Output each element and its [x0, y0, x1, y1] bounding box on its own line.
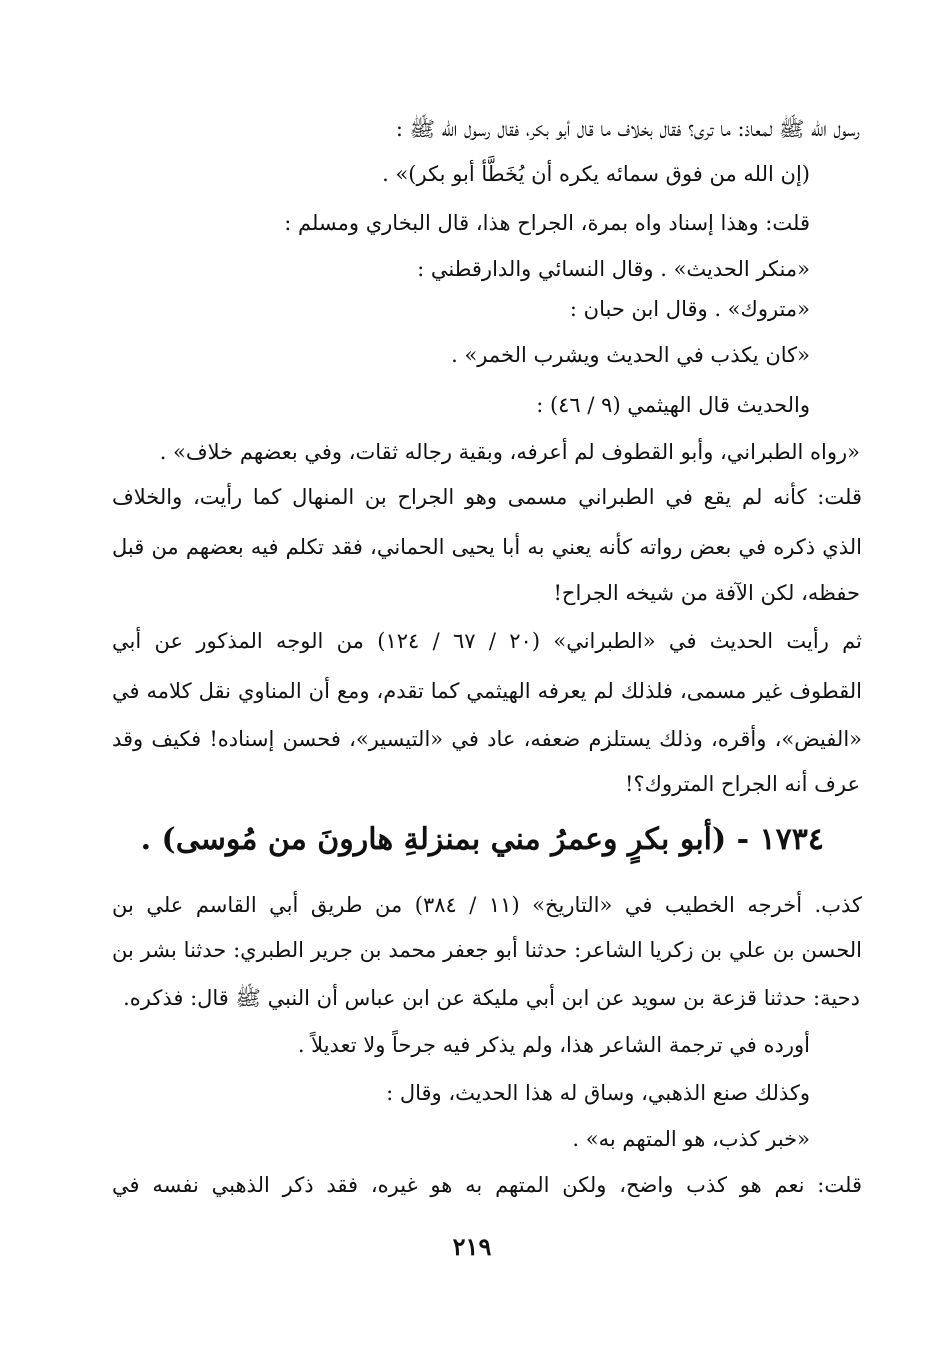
text-line: قلت: نعم هو كذب واضح، ولكن المتهم به هو غيره، فقد ذكر الذهبي نفسه في — [112, 1173, 862, 1197]
text-line: عرف أنه الجراح المتروك؟! — [625, 772, 860, 796]
text-line: «متروك» . وقال ابن حبان : — [569, 297, 810, 321]
text-line: «خبر كذب، هو المتهم به» . — [572, 1127, 810, 1151]
page-number: ٢١٩ — [452, 1232, 492, 1261]
text-line: أورده في ترجمة الشاعر هذا، ولم يذكر فيه جرحاً ولا تعديلاً . — [297, 1033, 810, 1057]
text-line: ثم رأيت الحديث في «الطبراني» (٢٠ / ٦٧ / ١٢٤) من الوجه المذكور عن أبي — [112, 629, 862, 653]
text-line: رسول الله ﷺ لمعاذ: ما ترى؟ فقال بخلاف ما قال أبو بكر، فقال رسول الله ﷺ : — [395, 117, 860, 141]
text-line: «منكر الحديث» . وقال النسائي والدارقطني : — [417, 257, 810, 281]
text-line: الذي ذكره في بعض رواته كأنه يعني به أبا يحيى الحماني، فقد تكلم فيه بعضهم من قبل — [112, 535, 862, 559]
text-line: والحديث قال الهيثمي (٩ / ٤٦) : — [536, 393, 810, 417]
text-line: الحسن بن علي بن زكريا الشاعر: حدثنا أبو جعفر محمد بن جرير الطبري: حدثنا بشر بن — [112, 938, 862, 962]
text-line: «كان يكذب في الحديث ويشرب الخمر» . — [451, 343, 810, 367]
text-line: دحية: حدثنا قزعة بن سويد عن ابن أبي مليكة عن ابن عباس أن النبي ﷺ قال: فذكره. — [123, 986, 860, 1010]
text-line: حفظه، لكن الآفة من شيخه الجراح! — [553, 581, 860, 605]
text-line: كذب. أخرجه الخطيب في «التاريخ» (١١ / ٣٨٤) من طريق أبي القاسم علي بن — [112, 893, 862, 917]
text-line: (إن الله من فوق سمائه يكره أن يُخَطَّأ أبو بكر)» . — [382, 162, 810, 186]
text-line: وكذلك صنع الذهبي، وساق له هذا الحديث، وقال : — [386, 1081, 810, 1105]
text-line: القطوف غير مسمى، فلذلك لم يعرفه الهيثمي كما تقدم، ومع أن المناوي نقل كلامه في — [112, 679, 862, 703]
text-line: قلت: كأنه لم يقع في الطبراني مسمى وهو الجراح بن المنهال كما رأيت، والخلاف — [112, 485, 862, 509]
text-line: قلت: وهذا إسناد واه بمرة، الجراح هذا، قال البخاري ومسلم : — [284, 211, 810, 235]
text-line: «رواه الطبراني، وأبو القطوف لم أعرفه، وبقية رجاله ثقات، وفي بعضهم خلاف» . — [159, 440, 860, 464]
text-line: «الفيض»، وأقره، وذلك يستلزم ضعفه، عاد في «التيسير»، فحسن إسناده! فكيف وقد — [112, 727, 862, 751]
hadith-heading: ١٧٣٤ - (أبو بكرٍ وعمرُ مني بمنزلةِ هارونَ من مُوسى) . — [140, 822, 824, 857]
